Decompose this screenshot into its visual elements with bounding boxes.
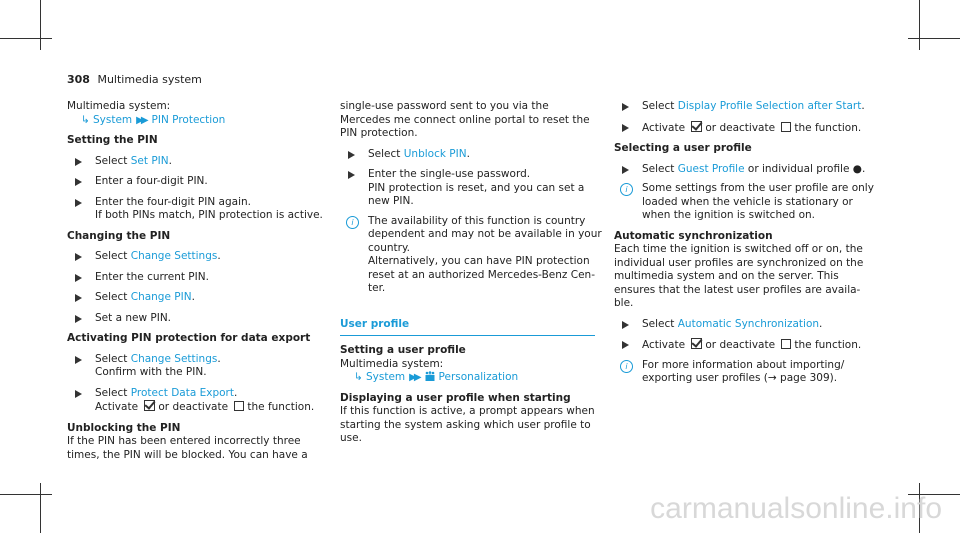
step-arrow-icon [75,158,82,166]
step-item: Select Change Settings. [67,250,317,264]
step-arrow-icon [348,151,355,159]
heading-setting-pin: Setting the PIN [67,134,158,146]
step-arrow-icon [75,178,82,186]
step-arrow-icon [348,171,355,179]
menu-path [67,114,317,128]
info-icon: i [346,216,359,229]
column-3 [614,100,894,386]
path-arrow-icon: ↳ [81,113,90,126]
step-item: Activate or deactivate the function. [614,338,894,353]
heading-unblocking-pin: Unblocking the PIN [67,421,181,434]
heading-changing-pin: Changing the PIN [67,229,171,242]
step-arrow-icon [622,341,629,349]
step-item: Activate or deactivate the function. [614,121,894,136]
step-arrow-icon [622,124,629,132]
paragraph-line: ble. [614,297,634,309]
paragraph-line: multimedia system and on the server. This [614,270,839,282]
heading-displaying-profile: Displaying a user profile when starting [340,391,571,404]
crop-mark [40,483,41,533]
heading-activating-protection: Activating PIN protection for data export [67,332,311,344]
step-item: Select Unblock PIN. [340,148,595,162]
heading-automatic-sync: Automatic synchronization [614,229,773,242]
info-icon: i [620,183,633,196]
paragraph-line: use. [340,432,362,444]
crop-mark [0,494,52,495]
paragraph-line: Each time the ignition is switched off or on, the [614,243,863,255]
double-chevron-icon: ▶▶ [136,114,146,126]
step-item: Enter the four-digit PIN again. If both PINs match, PIN protection is active. [67,196,317,223]
watermark: carmanualsonline.info [650,492,942,525]
paragraph-line: Mercedes me connect online portal to reset the [340,113,590,126]
intro-text: Multimedia system: [67,100,171,112]
info-note: i The availability of this function is country dependent and may not be available in your country. Alternatively, you can have PIN protection reset at an authorized Mercedes-Benz Cen- ter. [340,215,595,296]
paragraph-line: ensures that the latest user profiles are availa- [614,283,861,296]
path-system: System [93,113,133,126]
paragraph-line: starting the system asking which user profile to [340,418,591,431]
column-1 [67,100,323,462]
page-number: 308 [67,73,90,86]
heading-selecting-profile: Selecting a user profile [614,142,752,154]
info-icon: i [620,360,633,373]
step-arrow-icon [75,390,82,398]
step-item: Select Automatic Synchronization. [614,318,894,332]
step-arrow-icon [75,294,82,302]
paragraph-line: If this function is active, a prompt appears when [340,405,595,417]
heading-setting-user-profile: Setting a user profile [340,344,466,356]
checked-box-icon [691,338,702,349]
intro-text: Multimedia system: [340,357,444,370]
paragraph-line: PIN protection. [340,127,418,139]
step-item: Select Set PIN. [67,155,317,169]
crop-mark [908,38,960,39]
step-item: Enter a four-digit PIN. [67,175,317,189]
checked-box-icon [691,121,702,132]
paragraph-line: single-use password sent to you via the [340,100,549,112]
paragraph-line: times, the PIN will be blocked. You can have a [67,448,308,461]
double-chevron-icon: ▶▶ [409,372,419,383]
step-item: Select Change PIN. [67,291,317,305]
crop-mark [919,0,920,50]
info-note: i Some settings from the user profile are only loaded when the vehicle is stationary or when the ignition is switched on. [614,182,894,223]
path-personalization: Personalization [438,371,519,383]
paragraph-line: If the PIN has been entered incorrectly three [67,435,301,447]
unchecked-box-icon [234,401,244,411]
path-system: System [366,371,406,383]
step-item: Select Guest Profile or individual profile ●. [614,163,894,177]
step-item: Set a new PIN. [67,312,317,326]
step-arrow-icon [75,356,82,364]
step-arrow-icon [75,253,82,261]
step-item: Select Display Profile Selection after Start. [614,100,894,114]
path-pin-protection: PIN Protection [151,113,226,126]
crop-mark [0,38,52,39]
unchecked-box-icon [781,339,791,349]
section-title-user-profile: User profile [340,318,595,337]
step-item: Select Protect Data Export. Activate or deactivate the function. [67,387,317,415]
crop-mark [40,0,41,50]
column-2 [340,100,602,446]
page-section: Multimedia system [97,73,202,86]
info-note: i For more information about importing/ exporting user profiles (→ page 309). [614,359,894,386]
step-arrow-icon [622,166,629,174]
step-arrow-icon [75,199,82,207]
step-item: Enter the current PIN. [67,271,317,285]
step-arrow-icon [75,315,82,323]
step-arrow-icon [622,103,629,111]
step-arrow-icon [75,274,82,282]
personalization-icon [425,371,435,381]
step-arrow-icon [622,321,629,329]
step-item: Select Change Settings. Confirm with the PIN. [67,353,317,380]
path-arrow-icon: ↳ [354,371,363,383]
menu-path [340,371,595,385]
paragraph-line: individual user profiles are synchronized on the [614,256,864,269]
unchecked-box-icon [781,122,791,132]
page-header [67,73,202,87]
step-item: Enter the single-use password. PIN protection is reset, and you can set a new PIN. [340,168,595,209]
checked-box-icon [144,400,155,411]
